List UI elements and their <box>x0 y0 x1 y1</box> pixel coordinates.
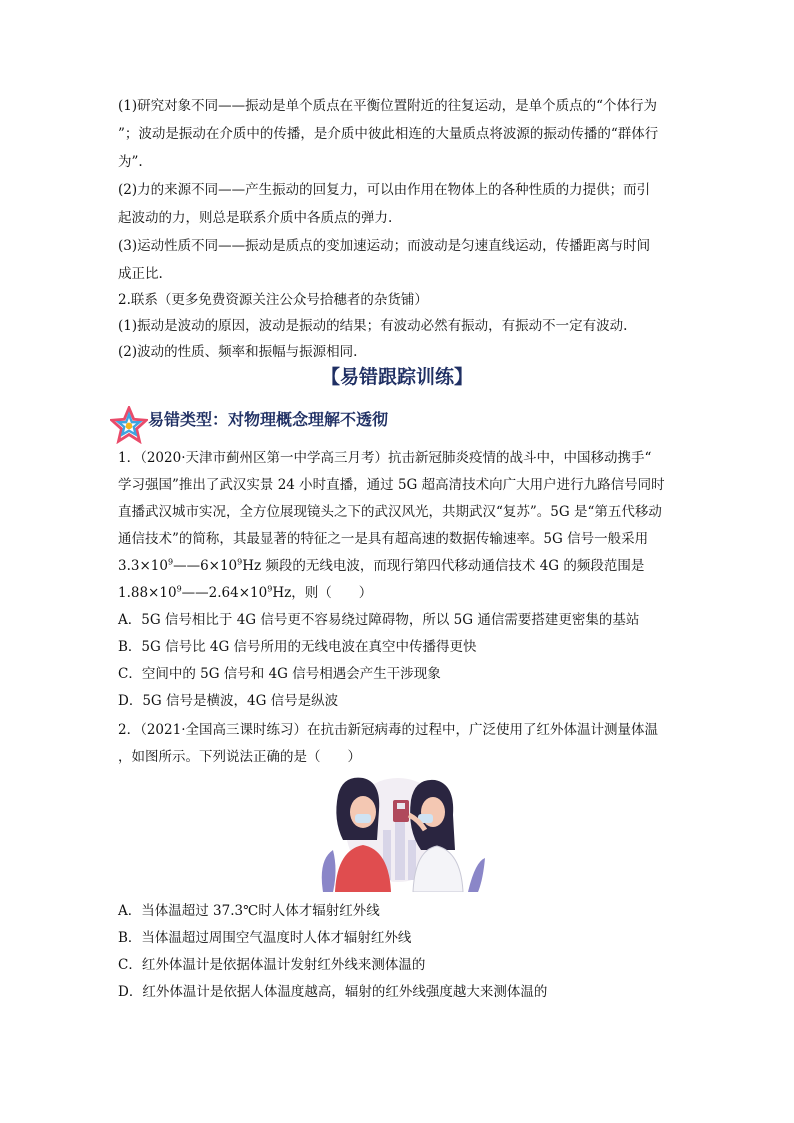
q1-option-b: B．5G 信号比 4G 信号所用的无线电波在真空中传播得更快 <box>118 639 477 655</box>
contact-1: (1)振动是波动的原因，波动是振动的结果；有波动必然有振动，有振动不一定有波动. <box>118 318 628 334</box>
q2-line-2: ，如图所示。下列说法正确的是（ ） <box>118 749 361 765</box>
paragraph-2a: (2)力的来源不同——产生振动的回复力，可以由作用在物体上的各种性质的力提供；而引 <box>118 182 651 198</box>
paragraph-1c: 为”. <box>118 154 143 170</box>
q2-option-c: C．红外体温计是依据体温计发射红外线来测体温的 <box>118 957 426 973</box>
paragraph-3b: 成正比. <box>118 266 163 282</box>
paragraph-3a: (3)运动性质不同——振动是质点的变加速运动；而波动是匀速直线运动，传播距离与时间 <box>118 238 651 254</box>
q1-line-4: 通信技术”的简称，其最显著的特征之一是具有超高速的数据传输速率。5G 信号一般采用 <box>118 531 649 547</box>
contact-2: (2)波动的性质、频率和振幅与振源相同. <box>118 344 358 360</box>
paragraph-1b: ”；波动是振动在介质中的传播，是介质中彼此相连的大量质点将波源的振动传播的“群体行 <box>118 126 659 142</box>
star-icon <box>110 406 148 444</box>
error-type-title: 易错类型：对物理概念理解不透彻 <box>148 410 389 429</box>
q1-option-c: C．空间中的 5G 信号和 4G 信号相遇会产生干涉现象 <box>118 666 441 682</box>
paragraph-1a: (1)研究对象不同——振动是单个质点在平衡位置附近的往复运动，是单个质点的“个体行为 <box>118 98 658 114</box>
q2-line-1: 2．（2021·全国高三课时练习）在抗击新冠病毒的过程中，广泛使用了红外体温计测量体温 <box>118 722 658 738</box>
contact-title: 2.联系（更多免费资源关注公众号拾穗者的杂货铺） <box>118 292 428 308</box>
temperature-check-illustration <box>303 770 490 892</box>
q1-line-5: $3.3\times 10^9——6\times 10^9Hz$ 频段的无线电波，而现行第四代移动通信技术 4G 的频段范围是 <box>118 557 645 574</box>
paragraph-2b: 起波动的力，则总是联系介质中各质点的弹力. <box>118 210 393 226</box>
q1-option-d: D．5G 信号是横波，4G 信号是纵波 <box>118 693 339 709</box>
q1-option-a: A．5G 信号相比于 4G 信号更不容易绕过障碍物，所以 5G 通信需要搭建更密集的基站 <box>118 612 640 628</box>
q2-option-a: A．当体温超过 37.3℃时人体才辐射红外线 <box>118 903 380 919</box>
q2-option-d: D．红外体温计是依据人体温度越高，辐射的红外线强度越大来测体温的 <box>118 984 548 1000</box>
q1-line-1: 1．（2020·天津市蓟州区第一中学高三月考）抗击新冠肺炎疫情的战斗中，中国移动携手“ <box>118 450 652 466</box>
q1-line-6: $1.88\times 10^9——2.64\times 10^9Hz$，则（ ） <box>118 584 373 601</box>
section-heading: 【易错跟踪训练】 <box>320 366 473 388</box>
q1-line-2: 学习强国”推出了武汉实景 24 小时直播，通过 5G 超高清技术向广大用户进行九路信号同时 <box>118 477 665 493</box>
q1-line-3: 直播武汉城市实况，全方位展现镜头之下的武汉风光，共期武汉“复苏”。5G 是“第五代移动 <box>118 504 662 520</box>
q2-option-b: B．当体温超过周围空气温度时人体才辐射红外线 <box>118 930 412 946</box>
